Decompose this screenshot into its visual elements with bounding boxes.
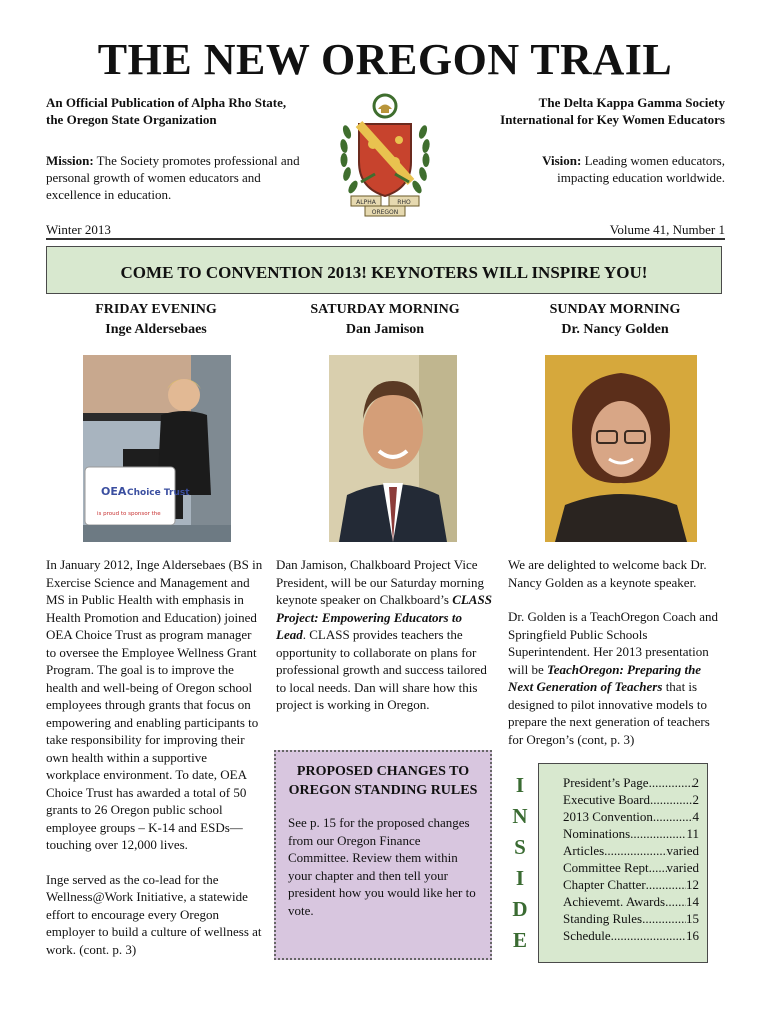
nancy-paragraph-1: We are delighted to welcome back Dr. Nancy Golden as a keynote speaker. <box>508 557 707 590</box>
inside-letter: D <box>512 897 528 921</box>
column-nancy <box>508 556 723 765</box>
newsletter-title: THE NEW OREGON TRAIL <box>97 35 673 84</box>
nancy-paragraph-2 <box>508 608 723 748</box>
dan-text-a: Dan Jamison, Chalkboard Project Vice President, will be our Saturday morning keynote speaker on Chalkboard’s <box>276 557 484 607</box>
toc-label: Chapter Chatter <box>563 877 646 892</box>
mission-statement <box>46 152 311 203</box>
toc-row[interactable] <box>563 927 699 944</box>
inside-letter: N <box>512 804 528 828</box>
dan-paragraph-1 <box>276 556 494 714</box>
toc-page: varied <box>666 860 699 875</box>
inside-letter: I <box>515 866 525 890</box>
vision-statement <box>490 152 725 186</box>
toc-row[interactable] <box>563 774 699 791</box>
photo-sign-oea: OEA <box>101 485 127 498</box>
mission-label: Mission: <box>46 153 94 168</box>
toc-label: Articles <box>563 843 605 858</box>
inside-label <box>505 770 535 956</box>
toc-row[interactable] <box>563 893 699 910</box>
nancy-presentation-title: TeachOregon: Preparing the Next Generation of Teachers <box>508 661 702 694</box>
speaker-name: Dan Jamison <box>345 322 425 337</box>
proposed-changes-box <box>274 750 492 960</box>
nancy-text-a: Dr. Golden is a TeachOregon Coach and Springfield Public Schools Superintendent. Her 2013 presentation will be <box>508 609 719 677</box>
issue-date: Winter 2013 <box>46 222 111 237</box>
speaker-session: SATURDAY MORNING <box>310 302 460 317</box>
dan-project-title: CLASS Project: Empowering Educators to Lead <box>276 592 492 642</box>
toc-page: 11 <box>686 826 699 841</box>
toc-page: 16 <box>686 928 699 943</box>
toc-page: 4 <box>692 809 699 824</box>
table-of-contents <box>538 763 708 963</box>
inge-paragraph-2: Inge served as the co-lead for the Wellness@Work Initiative, a statewide effort to encourage every Oregon employer to build a culture of wellness at work. (cont. p. 3) <box>46 871 262 957</box>
photo-dan-jamison <box>329 355 457 542</box>
crest-ribbon-left: ALPHA <box>356 199 376 206</box>
photo-inge-aldersebaes <box>83 355 231 542</box>
toc-row[interactable] <box>563 791 699 808</box>
proposed-changes-title: PROPOSED CHANGES TO OREGON STANDING RULES <box>288 764 478 798</box>
toc-label: Executive Board <box>563 792 650 807</box>
speaker-session: SUNDAY MORNING <box>549 302 681 317</box>
toc-label: President’s Page <box>563 775 649 790</box>
toc-page: 2 <box>692 792 699 807</box>
crest-ribbon-right: RHO <box>397 199 411 206</box>
photo-nancy-golden <box>545 355 697 542</box>
toc-label: Nominations <box>563 826 631 841</box>
column-dan <box>276 556 494 731</box>
inside-letter: E <box>512 928 527 952</box>
toc-row[interactable] <box>563 808 699 825</box>
vision-label: Vision: <box>542 153 582 168</box>
toc-label: Standing Rules <box>563 911 643 926</box>
masthead-divider <box>46 238 725 240</box>
mission-text: The Society promotes professional and personal growth of women educators and excellence in education. <box>46 153 300 202</box>
toc-row[interactable] <box>563 876 699 893</box>
speaker-saturday <box>275 300 495 340</box>
speaker-sunday <box>505 300 725 340</box>
photo-sign-sponsor: is proud to sponsor the <box>97 511 161 517</box>
photo-sign-choice-trust: Choice Trust <box>127 488 190 498</box>
society-name: The Delta Kappa Gamma Society International for Key Women Educators <box>500 95 725 127</box>
publication-statement: An Official Publication of Alpha Rho State, the Oregon State Organization <box>46 95 287 127</box>
crest-ribbon-bottom: OREGON <box>371 209 399 216</box>
toc-row[interactable] <box>563 842 699 859</box>
toc-label: 2013 Convention <box>563 809 653 824</box>
toc-page: 14 <box>686 894 699 909</box>
toc-page: varied <box>666 843 699 858</box>
column-inge <box>46 556 264 975</box>
toc-page: 2 <box>692 775 699 790</box>
toc-label: Schedule <box>563 928 611 943</box>
inside-letter: S <box>514 835 526 859</box>
toc-row[interactable] <box>563 910 699 927</box>
speaker-name: Dr. Nancy Golden <box>561 322 669 337</box>
toc-page: 15 <box>686 911 699 926</box>
toc-label: Achievemt. Awards <box>563 894 666 909</box>
volume-number: Volume 41, Number 1 <box>609 222 725 237</box>
inside-letter: I <box>515 773 525 797</box>
toc-label: Committee Rept <box>563 860 649 875</box>
speaker-friday <box>46 300 266 340</box>
inge-paragraph-1: In January 2012, Inge Aldersebaes (BS in Exercise Science and Management and MS in Public Health with emphasis in Health Promotion and Education) joined OEA Choice Trust as program manager to oversee the Employee Wellness Grant Program. The goal is to improve the health and well-being of Oregon school employees through grants that focus on empowering and enabling participants to take responsibility for improving their own health within a supportive workplace environment. To date, OEA Choice Trust has awarded a total of 50 grants to 26 Oregon public school employee groups – K-14 and ESDs—touching over 12,000 lives. <box>46 557 263 852</box>
toc-page: 12 <box>686 877 699 892</box>
vision-text: Leading women educators, impacting education worldwide. <box>557 153 725 185</box>
speaker-name: Inge Aldersebaes <box>105 322 207 337</box>
proposed-changes-body: See p. 15 for the proposed changes from our Oregon Finance Committee. Review them within your chapter and then tell your president how you would like her to vote. <box>288 815 476 918</box>
dan-text-b: . CLASS provides teachers the opportunity to collaborate on plans for professional growth and success tailored to local needs. Dan will share how this project is working in Oregon. <box>276 627 487 712</box>
society-crest-icon <box>335 92 435 220</box>
toc-row[interactable] <box>563 825 699 842</box>
speaker-session: FRIDAY EVENING <box>95 302 217 317</box>
nancy-text-b: that is designed to pilot innovative models to prepare the next generation of teachers for Oregon’s (cont, p. 3) <box>508 679 710 747</box>
toc-row[interactable] <box>563 859 699 876</box>
convention-banner: COME TO CONVENTION 2013! KEYNOTERS WILL INSPIRE YOU! <box>46 246 722 294</box>
